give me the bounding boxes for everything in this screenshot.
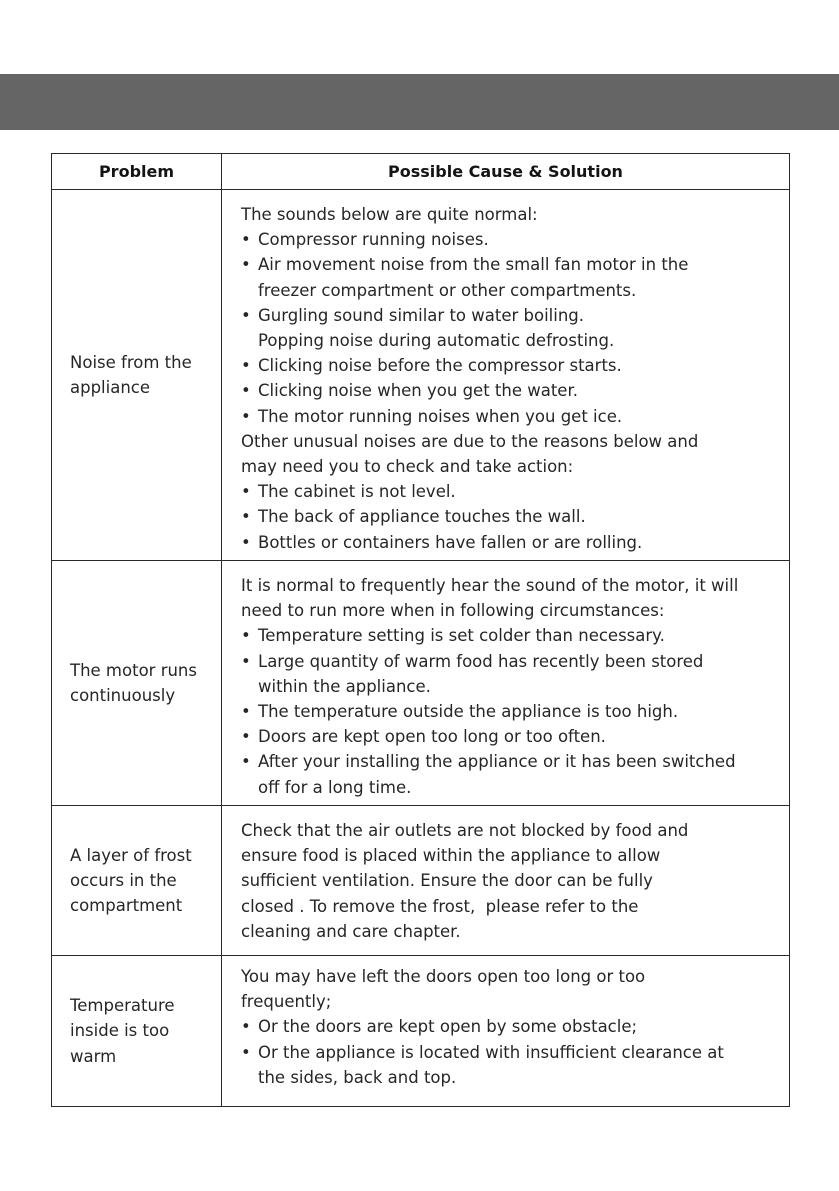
table-header-row — [52, 154, 790, 190]
column-header-solution: Possible Cause & Solution — [222, 154, 790, 190]
solution-cell — [222, 561, 790, 806]
solution-line: closed . To remove the frost, please refer to the — [241, 896, 639, 916]
solution-line: the sides, back and top. — [258, 1067, 457, 1087]
solution-line: Check that the air outlets are not blocked by food and — [241, 821, 689, 840]
problem-text: The motor runs — [70, 660, 197, 680]
problem-text: continuously — [70, 686, 176, 705]
solution-bullet: • Temperature setting is set colder than necessary. — [241, 623, 775, 648]
problem-cell — [52, 561, 222, 806]
solution-bullet: • The motor running noises when you get ice. — [241, 404, 775, 429]
problem-text: Temperature — [70, 996, 175, 1016]
troubleshooting-table — [51, 153, 790, 1107]
problem-text: compartment — [70, 896, 183, 916]
table-row — [52, 806, 790, 956]
solution-bullet: • Large quantity of warm food has recently been stored — [241, 649, 775, 674]
solution-bullet: • Or the appliance is located with insufficient clearance at — [241, 1040, 775, 1065]
problem-text: inside is too — [70, 1021, 170, 1041]
solution-line: ensure food is placed within the appliance to allow — [241, 846, 661, 866]
problem-text: appliance — [70, 378, 151, 397]
solution-bullet: • The back of appliance touches the wall. — [241, 504, 775, 529]
problem-cell — [52, 190, 222, 561]
solution-bullet: • The cabinet is not level. — [241, 479, 775, 504]
solution-bullet: • Doors are kept open too long or too often. — [241, 724, 775, 749]
solution-cell — [222, 806, 790, 956]
solution-bullet: • After your installing the appliance or it has been switched — [241, 749, 775, 774]
solution-bullet: • Or the doors are kept open by some obstacle; — [241, 1014, 775, 1039]
solution-bullet: • Compressor running noises. — [241, 227, 775, 252]
solution-line: freezer compartment or other compartments. — [258, 280, 637, 300]
solution-cell — [222, 956, 790, 1107]
solution-cell — [222, 190, 790, 561]
solution-line: off for a long time. — [258, 777, 412, 797]
solution-bullet: • Bottles or containers have fallen or are rolling. — [241, 530, 775, 555]
solution-bullet: • The temperature outside the appliance is too high. — [241, 699, 775, 724]
solution-line: need to run more when in following circumstances: — [241, 601, 665, 621]
column-header-problem: Problem — [52, 154, 222, 190]
solution-bullet: • Gurgling sound similar to water boiling. — [241, 303, 775, 328]
header-band — [0, 74, 839, 130]
solution-line: It is normal to frequently hear the sound of the motor, it will — [241, 576, 739, 595]
solution-line: You may have left the doors open too long or too — [241, 967, 646, 986]
problem-text: A layer of frost — [70, 845, 192, 865]
table-row — [52, 561, 790, 806]
problem-cell — [52, 956, 222, 1107]
solution-line: sufficient ventilation. Ensure the door can be fully — [241, 871, 653, 891]
problem-text: Noise from the — [70, 352, 192, 372]
solution-line: frequently; — [241, 992, 332, 1012]
problem-text: warm — [70, 1046, 117, 1066]
solution-line: Other unusual noises are due to the reasons below and — [241, 431, 699, 451]
solution-line: The sounds below are quite normal: — [241, 205, 538, 224]
solution-line: cleaning and care chapter. — [241, 921, 461, 941]
table-row — [52, 956, 790, 1107]
problem-text: occurs in the — [70, 870, 177, 890]
solution-bullet: • Clicking noise before the compressor starts. — [241, 353, 775, 378]
solution-line: Popping noise during automatic defrosting. — [258, 331, 615, 351]
solution-line: may need you to check and take action: — [241, 457, 574, 477]
solution-line: within the appliance. — [258, 676, 431, 696]
problem-cell — [52, 806, 222, 956]
table-row — [52, 190, 790, 561]
solution-bullet: • Air movement noise from the small fan motor in the — [241, 252, 775, 277]
solution-bullet: • Clicking noise when you get the water. — [241, 378, 775, 403]
